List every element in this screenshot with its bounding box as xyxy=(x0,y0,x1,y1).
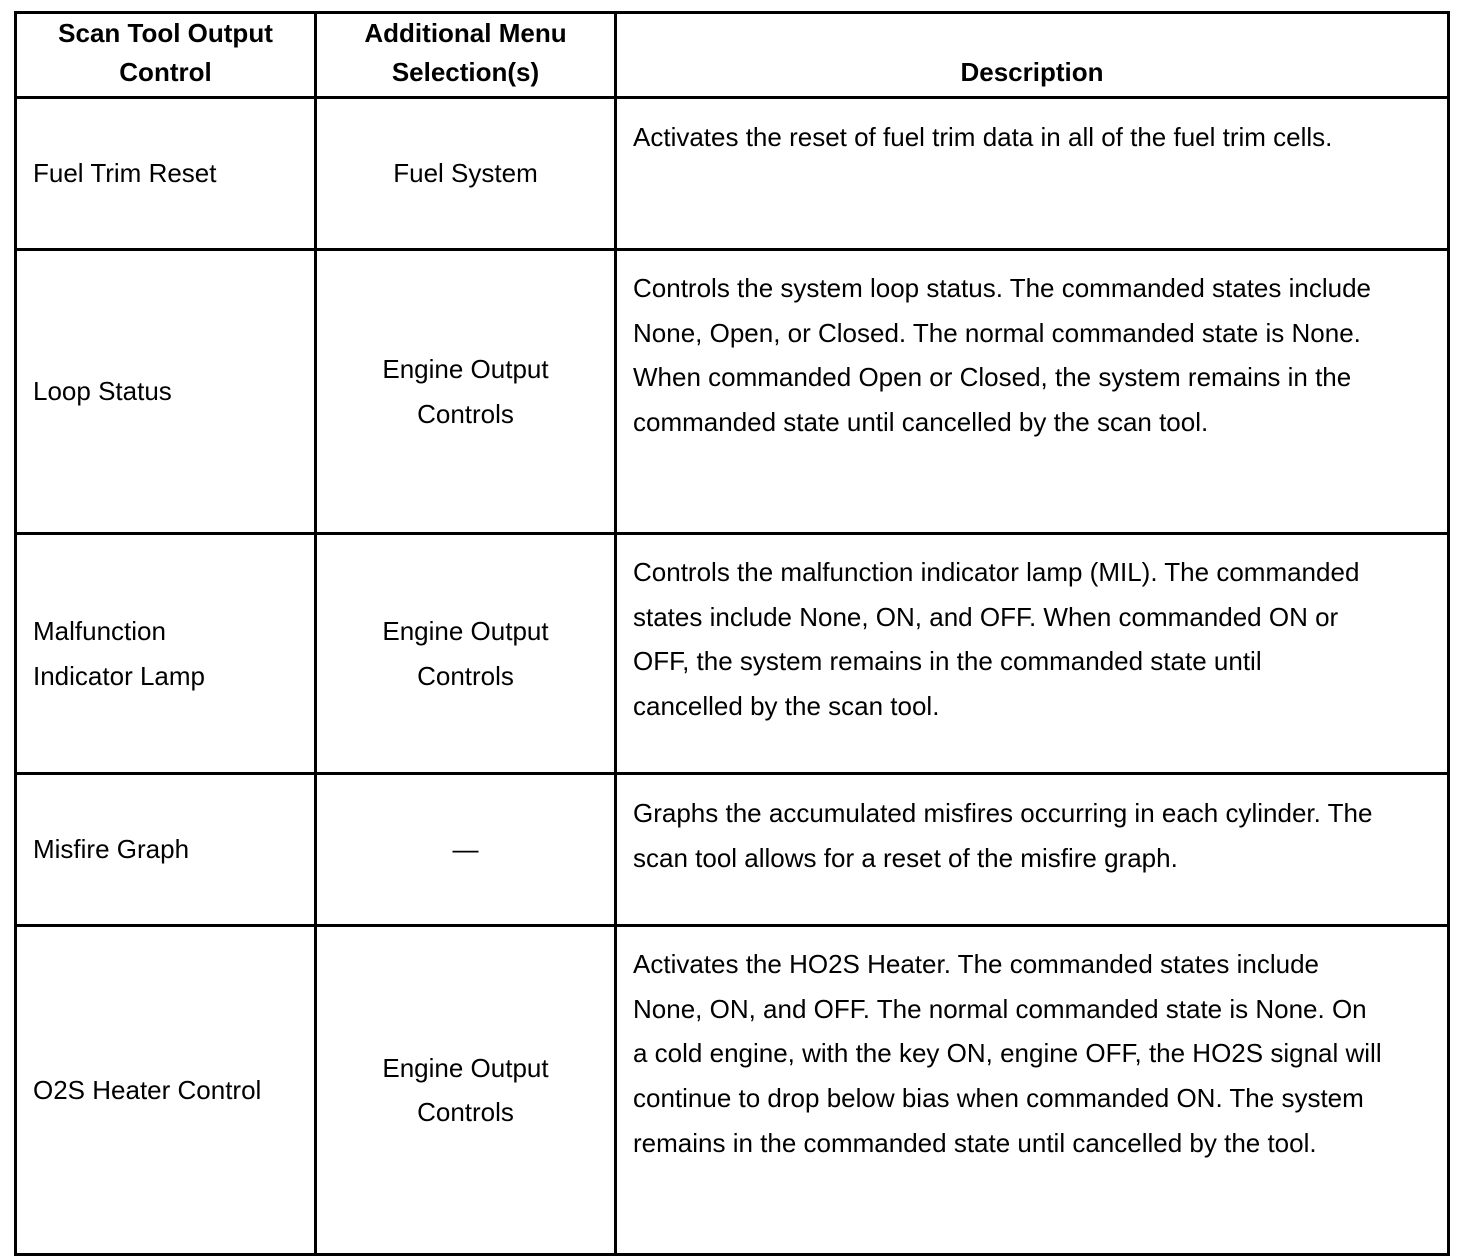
header-menu-line-2: Selection(s) xyxy=(391,56,540,87)
header-control-line-1: Scan Tool Output xyxy=(58,18,273,48)
cell-description: Activates the reset of fuel trim data in all of the fuel trim cells. xyxy=(616,98,1449,250)
cell-control: O2S Heater Control xyxy=(16,926,316,1255)
cell-description: Controls the malfunction indicator lamp (MIL). The commanded states include None, ON, and OFF. When commanded ON or OFF, the system remains in the commanded state until cancelled by the scan tool. xyxy=(616,534,1449,774)
cell-control: Fuel Trim Reset xyxy=(16,98,316,250)
table-row xyxy=(16,534,1449,774)
cell-control: Malfunction Indicator Lamp xyxy=(16,534,316,774)
cell-menu: Engine Output Controls xyxy=(316,250,616,534)
cell-menu: — xyxy=(316,774,616,926)
table-row xyxy=(16,98,1449,250)
table-row xyxy=(16,250,1449,534)
header-additional-menu-selections xyxy=(316,13,616,98)
cell-menu: Engine Output Controls xyxy=(316,926,616,1255)
table-row xyxy=(16,774,1449,926)
cell-description: Activates the HO2S Heater. The commanded states include None, ON, and OFF. The normal commanded state is None. On a cold engine, with the key ON, engine OFF, the HO2S signal will continue to drop below bias when commanded ON. The system remains in the commanded state until cancelled by the tool. xyxy=(616,926,1449,1255)
cell-control: Misfire Graph xyxy=(16,774,316,926)
cell-menu: Fuel System xyxy=(316,98,616,250)
cell-description: Graphs the accumulated misfires occurring in each cylinder. The scan tool allows for a reset of the misfire graph. xyxy=(616,774,1449,926)
cell-description: Controls the system loop status. The commanded states include None, Open, or Closed. The normal commanded state is None. When commanded Open or Closed, the system remains in the commanded state until cancelled by the scan tool. xyxy=(616,250,1449,534)
cell-control: Loop Status xyxy=(16,250,316,534)
header-scan-tool-output-control xyxy=(16,13,316,98)
header-menu-line-1: Additional Menu xyxy=(364,18,567,48)
table-row xyxy=(16,926,1449,1255)
header-control-line-2: Control xyxy=(119,56,212,87)
cell-menu: Engine Output Controls xyxy=(316,534,616,774)
table-header-row xyxy=(16,13,1449,98)
header-description: Description xyxy=(616,13,1449,98)
output-controls-table xyxy=(14,11,1450,1256)
